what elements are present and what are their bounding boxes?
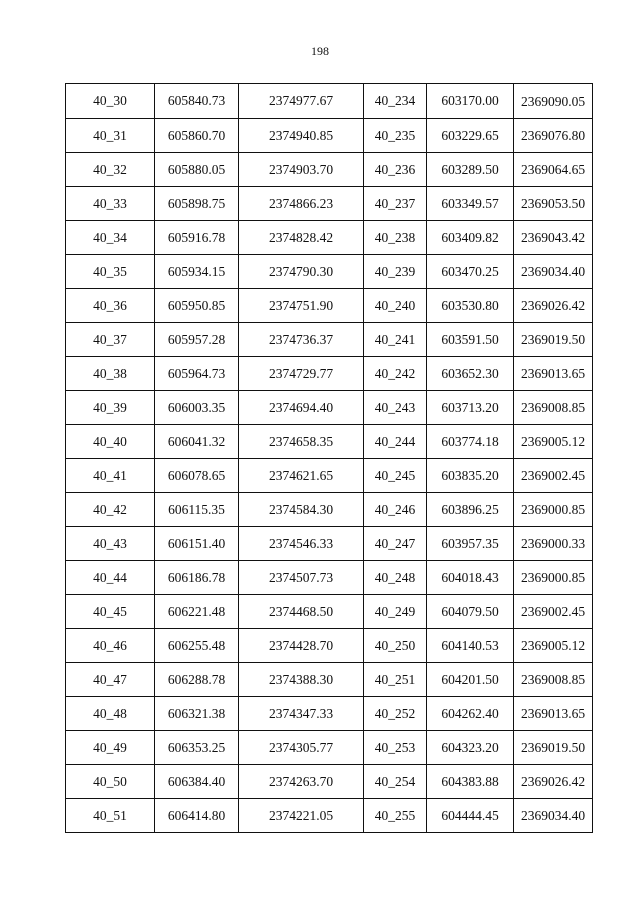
coordinates-table — [65, 83, 593, 833]
x-coordinate-left-cell: 606353.25 — [155, 731, 239, 765]
x-coordinate-left-cell: 606115.35 — [155, 493, 239, 527]
y-coordinate-left-cell: 2374828.42 — [239, 221, 364, 255]
table-row — [66, 323, 593, 357]
x-coordinate-left-cell: 605964.73 — [155, 357, 239, 391]
x-coordinate-left-cell: 605840.73 — [155, 84, 239, 119]
y-coordinate-left-cell: 2374221.05 — [239, 799, 364, 833]
point-id-right-cell: 40_239 — [364, 255, 427, 289]
table-row — [66, 153, 593, 187]
y-coordinate-left-cell: 2374263.70 — [239, 765, 364, 799]
point-id-right-cell: 40_240 — [364, 289, 427, 323]
point-id-right-cell: 40_251 — [364, 663, 427, 697]
x-coordinate-right-cell: 603835.20 — [427, 459, 514, 493]
table-row — [66, 799, 593, 833]
y-coordinate-left-cell: 2374694.40 — [239, 391, 364, 425]
x-coordinate-right-cell: 603170.00 — [427, 84, 514, 119]
x-coordinate-left-cell: 606041.32 — [155, 425, 239, 459]
point-id-left-cell: 40_42 — [66, 493, 155, 527]
x-coordinate-right-cell: 603229.65 — [427, 119, 514, 153]
table-row — [66, 84, 593, 119]
table-row — [66, 289, 593, 323]
table-row — [66, 255, 593, 289]
y-coordinate-left-cell: 2374790.30 — [239, 255, 364, 289]
y-coordinate-right-cell: 2369064.65 — [514, 153, 593, 187]
y-coordinate-right-cell: 2369053.50 — [514, 187, 593, 221]
point-id-right-cell: 40_244 — [364, 425, 427, 459]
y-coordinate-right-cell: 2369008.85 — [514, 391, 593, 425]
point-id-left-cell: 40_40 — [66, 425, 155, 459]
point-id-left-cell: 40_31 — [66, 119, 155, 153]
table-row — [66, 527, 593, 561]
x-coordinate-right-cell: 603349.57 — [427, 187, 514, 221]
y-coordinate-right-cell: 2369019.50 — [514, 731, 593, 765]
point-id-right-cell: 40_238 — [364, 221, 427, 255]
x-coordinate-right-cell: 603957.35 — [427, 527, 514, 561]
point-id-right-cell: 40_249 — [364, 595, 427, 629]
x-coordinate-left-cell: 606078.65 — [155, 459, 239, 493]
point-id-right-cell: 40_252 — [364, 697, 427, 731]
y-coordinate-right-cell: 2369043.42 — [514, 221, 593, 255]
point-id-left-cell: 40_30 — [66, 84, 155, 119]
point-id-left-cell: 40_49 — [66, 731, 155, 765]
x-coordinate-left-cell: 605950.85 — [155, 289, 239, 323]
y-coordinate-left-cell: 2374658.35 — [239, 425, 364, 459]
point-id-right-cell: 40_235 — [364, 119, 427, 153]
table-row — [66, 493, 593, 527]
x-coordinate-left-cell: 605880.05 — [155, 153, 239, 187]
point-id-left-cell: 40_44 — [66, 561, 155, 595]
y-coordinate-right-cell: 2369026.42 — [514, 765, 593, 799]
y-coordinate-left-cell: 2374584.30 — [239, 493, 364, 527]
y-coordinate-left-cell: 2374388.30 — [239, 663, 364, 697]
y-coordinate-left-cell: 2374347.33 — [239, 697, 364, 731]
table-body — [66, 84, 593, 833]
point-id-left-cell: 40_51 — [66, 799, 155, 833]
y-coordinate-right-cell: 2369005.12 — [514, 425, 593, 459]
x-coordinate-right-cell: 604140.53 — [427, 629, 514, 663]
point-id-left-cell: 40_48 — [66, 697, 155, 731]
page-number: 198 — [311, 44, 329, 58]
table-row — [66, 391, 593, 425]
point-id-right-cell: 40_250 — [364, 629, 427, 663]
y-coordinate-right-cell: 2369076.80 — [514, 119, 593, 153]
y-coordinate-left-cell: 2374305.77 — [239, 731, 364, 765]
table-row — [66, 187, 593, 221]
x-coordinate-left-cell: 606186.78 — [155, 561, 239, 595]
x-coordinate-left-cell: 606288.78 — [155, 663, 239, 697]
x-coordinate-right-cell: 604383.88 — [427, 765, 514, 799]
point-id-left-cell: 40_41 — [66, 459, 155, 493]
table-row — [66, 629, 593, 663]
x-coordinate-right-cell: 603774.18 — [427, 425, 514, 459]
table-row — [66, 221, 593, 255]
y-coordinate-left-cell: 2374428.70 — [239, 629, 364, 663]
x-coordinate-left-cell: 605957.28 — [155, 323, 239, 357]
point-id-left-cell: 40_33 — [66, 187, 155, 221]
table-row — [66, 697, 593, 731]
point-id-right-cell: 40_241 — [364, 323, 427, 357]
point-id-left-cell: 40_50 — [66, 765, 155, 799]
point-id-right-cell: 40_234 — [364, 84, 427, 119]
y-coordinate-right-cell: 2369000.85 — [514, 561, 593, 595]
point-id-left-cell: 40_39 — [66, 391, 155, 425]
point-id-left-cell: 40_32 — [66, 153, 155, 187]
y-coordinate-left-cell: 2374736.37 — [239, 323, 364, 357]
y-coordinate-right-cell: 2369019.50 — [514, 323, 593, 357]
point-id-left-cell: 40_38 — [66, 357, 155, 391]
x-coordinate-right-cell: 603713.20 — [427, 391, 514, 425]
x-coordinate-right-cell: 603591.50 — [427, 323, 514, 357]
x-coordinate-right-cell: 604079.50 — [427, 595, 514, 629]
x-coordinate-right-cell: 603289.50 — [427, 153, 514, 187]
x-coordinate-right-cell: 603652.30 — [427, 357, 514, 391]
y-coordinate-left-cell: 2374977.67 — [239, 84, 364, 119]
y-coordinate-right-cell: 2369090.05 — [514, 84, 593, 119]
point-id-right-cell: 40_248 — [364, 561, 427, 595]
x-coordinate-left-cell: 605860.70 — [155, 119, 239, 153]
point-id-left-cell: 40_43 — [66, 527, 155, 561]
x-coordinate-left-cell: 606221.48 — [155, 595, 239, 629]
x-coordinate-right-cell: 604262.40 — [427, 697, 514, 731]
x-coordinate-right-cell: 604323.20 — [427, 731, 514, 765]
table-row — [66, 459, 593, 493]
point-id-right-cell: 40_247 — [364, 527, 427, 561]
table-row — [66, 595, 593, 629]
y-coordinate-right-cell: 2369008.85 — [514, 663, 593, 697]
point-id-right-cell: 40_236 — [364, 153, 427, 187]
table-row — [66, 357, 593, 391]
x-coordinate-right-cell: 604018.43 — [427, 561, 514, 595]
point-id-right-cell: 40_242 — [364, 357, 427, 391]
x-coordinate-right-cell: 604444.45 — [427, 799, 514, 833]
x-coordinate-right-cell: 603530.80 — [427, 289, 514, 323]
y-coordinate-right-cell: 2369002.45 — [514, 459, 593, 493]
y-coordinate-left-cell: 2374866.23 — [239, 187, 364, 221]
y-coordinate-right-cell: 2369002.45 — [514, 595, 593, 629]
x-coordinate-right-cell: 603470.25 — [427, 255, 514, 289]
x-coordinate-left-cell: 606321.38 — [155, 697, 239, 731]
point-id-right-cell: 40_255 — [364, 799, 427, 833]
point-id-left-cell: 40_47 — [66, 663, 155, 697]
y-coordinate-right-cell: 2369013.65 — [514, 357, 593, 391]
y-coordinate-left-cell: 2374621.65 — [239, 459, 364, 493]
x-coordinate-left-cell: 606255.48 — [155, 629, 239, 663]
x-coordinate-left-cell: 606414.80 — [155, 799, 239, 833]
point-id-left-cell: 40_37 — [66, 323, 155, 357]
x-coordinate-left-cell: 606151.40 — [155, 527, 239, 561]
table-row — [66, 731, 593, 765]
y-coordinate-right-cell: 2369005.12 — [514, 629, 593, 663]
point-id-right-cell: 40_245 — [364, 459, 427, 493]
x-coordinate-right-cell: 603409.82 — [427, 221, 514, 255]
y-coordinate-right-cell: 2369013.65 — [514, 697, 593, 731]
x-coordinate-left-cell: 606384.40 — [155, 765, 239, 799]
point-id-left-cell: 40_46 — [66, 629, 155, 663]
y-coordinate-left-cell: 2374903.70 — [239, 153, 364, 187]
x-coordinate-right-cell: 604201.50 — [427, 663, 514, 697]
point-id-left-cell: 40_34 — [66, 221, 155, 255]
point-id-right-cell: 40_246 — [364, 493, 427, 527]
y-coordinate-right-cell: 2369034.40 — [514, 255, 593, 289]
table-row — [66, 119, 593, 153]
y-coordinate-left-cell: 2374546.33 — [239, 527, 364, 561]
y-coordinate-left-cell: 2374729.77 — [239, 357, 364, 391]
point-id-right-cell: 40_237 — [364, 187, 427, 221]
x-coordinate-left-cell: 605916.78 — [155, 221, 239, 255]
x-coordinate-left-cell: 605898.75 — [155, 187, 239, 221]
point-id-right-cell: 40_243 — [364, 391, 427, 425]
point-id-right-cell: 40_253 — [364, 731, 427, 765]
y-coordinate-left-cell: 2374940.85 — [239, 119, 364, 153]
y-coordinate-left-cell: 2374751.90 — [239, 289, 364, 323]
y-coordinate-right-cell: 2369000.33 — [514, 527, 593, 561]
y-coordinate-right-cell: 2369034.40 — [514, 799, 593, 833]
y-coordinate-right-cell: 2369026.42 — [514, 289, 593, 323]
point-id-left-cell: 40_36 — [66, 289, 155, 323]
table-row — [66, 663, 593, 697]
y-coordinate-left-cell: 2374507.73 — [239, 561, 364, 595]
point-id-right-cell: 40_254 — [364, 765, 427, 799]
table-row — [66, 765, 593, 799]
y-coordinate-left-cell: 2374468.50 — [239, 595, 364, 629]
table-row — [66, 561, 593, 595]
x-coordinate-left-cell: 606003.35 — [155, 391, 239, 425]
table-row — [66, 425, 593, 459]
x-coordinate-right-cell: 603896.25 — [427, 493, 514, 527]
point-id-left-cell: 40_45 — [66, 595, 155, 629]
point-id-left-cell: 40_35 — [66, 255, 155, 289]
x-coordinate-left-cell: 605934.15 — [155, 255, 239, 289]
y-coordinate-right-cell: 2369000.85 — [514, 493, 593, 527]
